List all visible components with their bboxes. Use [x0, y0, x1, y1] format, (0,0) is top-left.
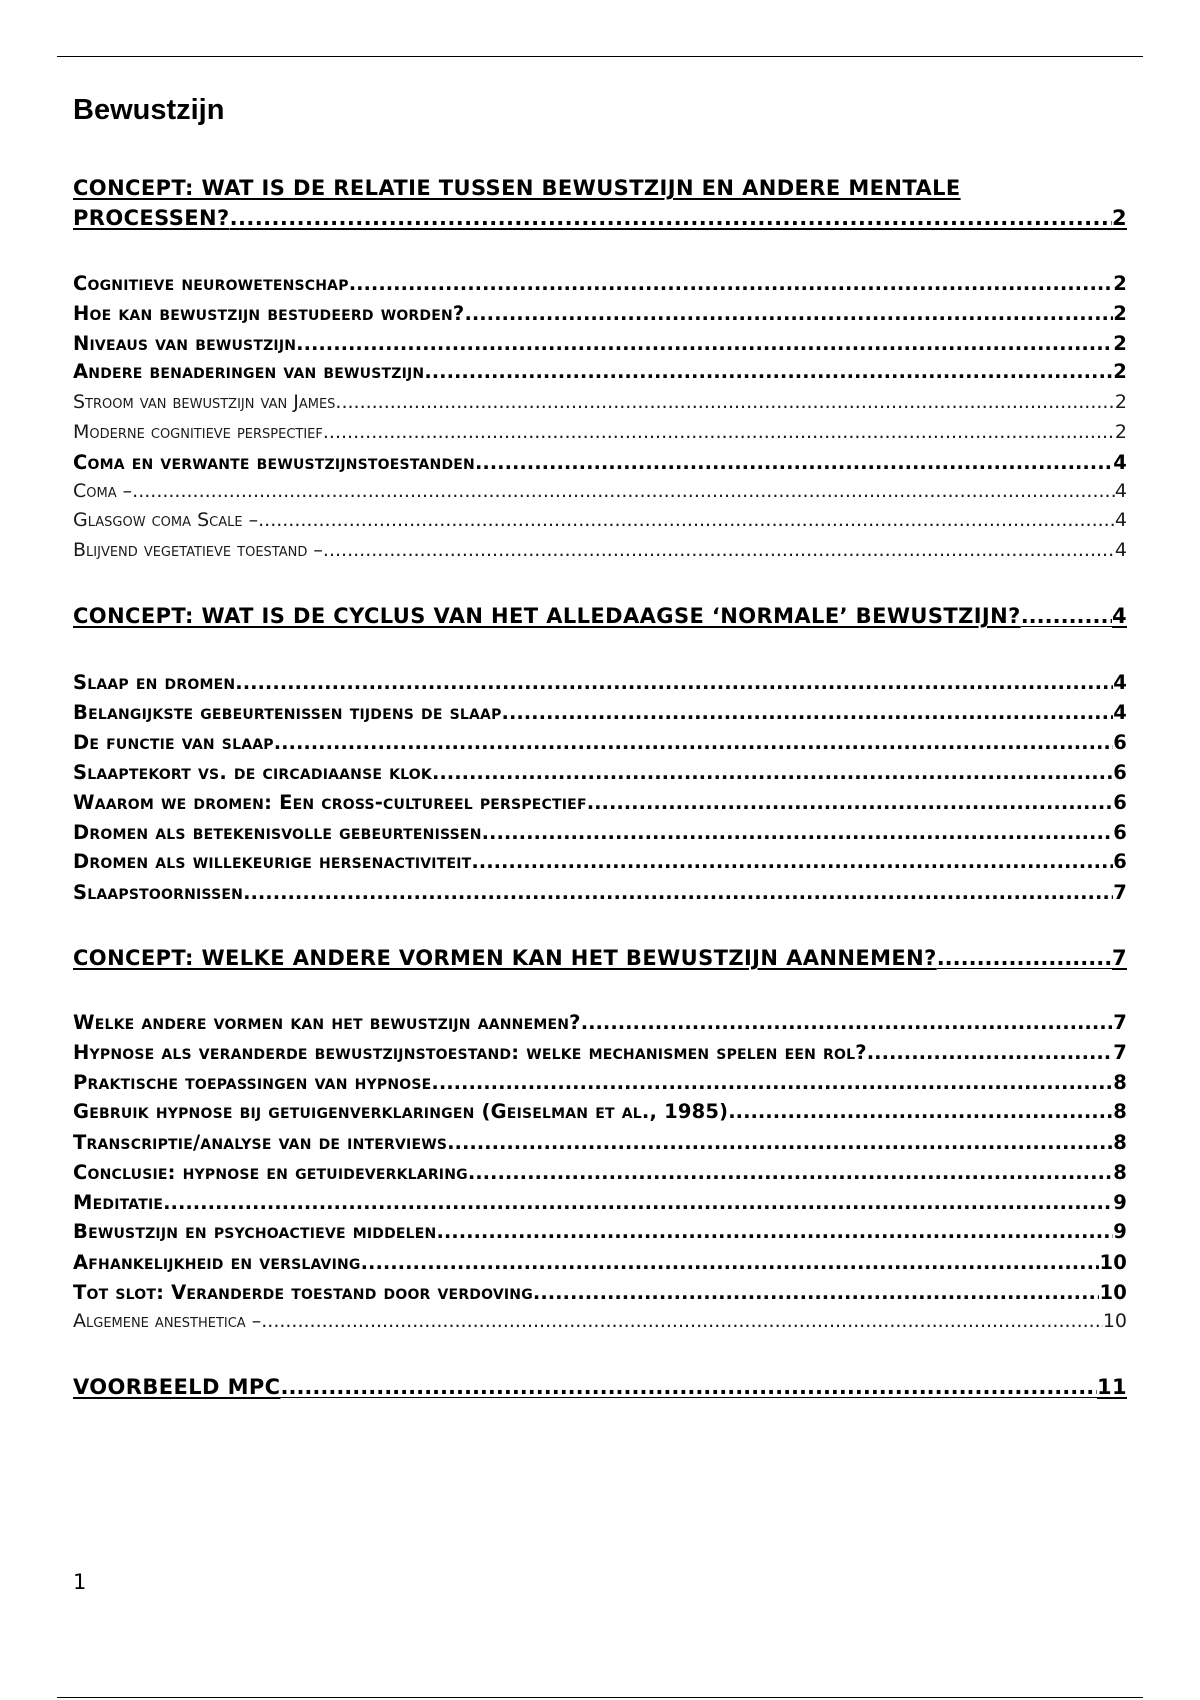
toc-entry-label: Moderne cognitieve perspectief	[73, 421, 323, 443]
dot-leader	[424, 362, 1113, 382]
toc-page-number: 4	[1111, 604, 1127, 628]
dot-leader	[436, 1222, 1113, 1242]
toc-entry-label: Stroom van bewustzijn van James	[73, 391, 336, 413]
document-title: Bewustzijn	[73, 94, 225, 126]
toc-entry-label: Slaaptekort vs. de circadiaanse klok	[73, 761, 432, 784]
toc-page-number: 4	[1114, 539, 1127, 561]
toc-entry-label: Transcriptie/analyse van de interviews	[73, 1131, 448, 1154]
toc-heading-line1: CONCEPT: WAT IS DE RELATIE TUSSEN BEWUSTZIJN EN ANDERE MENTALE	[73, 176, 961, 200]
toc-entry-label: Andere benaderingen van bewustzijn	[73, 360, 425, 383]
dot-leader	[533, 1283, 1100, 1303]
toc-page-number: 6	[1113, 761, 1127, 784]
table-of-contents	[73, 0, 1127, 1700]
toc-subentry[interactable]	[73, 541, 1127, 560]
dot-leader	[132, 482, 1115, 501]
toc-entry[interactable]	[73, 1133, 1127, 1153]
toc-page-number: 4	[1114, 480, 1127, 502]
dot-leader	[468, 1163, 1113, 1183]
toc-page-number: 2	[1114, 421, 1127, 443]
dot-leader	[1021, 606, 1112, 627]
toc-heading-section4[interactable]	[73, 1377, 1127, 1398]
toc-page-number: 2	[1113, 360, 1127, 383]
toc-entry-label: Slaap en dromen	[73, 671, 236, 694]
toc-page-number: 7	[1113, 1011, 1127, 1034]
toc-entry-label: Bewustzijn en psychoactieve middelen	[73, 1220, 437, 1243]
toc-subentry[interactable]	[73, 393, 1127, 412]
toc-entry-label: Dromen als willekeurige hersenactiviteit	[73, 850, 472, 873]
toc-entry-label: Blijvend vegetatieve toestand –	[73, 539, 323, 561]
toc-entry-label: Belangijkste gebeurtenissen tijdens de slaap	[73, 701, 502, 724]
dot-leader	[258, 511, 1115, 530]
toc-entry-label: Dromen als betekenisvolle gebeurtenissen	[73, 821, 482, 844]
toc-entry-label: Praktische toepassingen van hypnose	[73, 1071, 432, 1094]
toc-page-number: 10	[1102, 1310, 1127, 1332]
toc-entry[interactable]	[73, 1253, 1127, 1273]
toc-page-number: 6	[1113, 821, 1127, 844]
toc-subentry[interactable]	[73, 1312, 1127, 1331]
toc-entry-label: Conclusie: hypnose en getuideverklaring	[73, 1161, 468, 1184]
toc-subentry[interactable]	[73, 511, 1127, 530]
toc-heading-label: CONCEPT: WELKE ANDERE VORMEN KAN HET BEWUSTZIJN AANNEMEN?	[73, 946, 937, 970]
toc-entry-label: Tot slot: Veranderde toestand door verdoving	[73, 1281, 533, 1304]
dot-leader	[323, 423, 1115, 442]
toc-heading-label: VOORBEELD MPC	[73, 1375, 281, 1399]
toc-entry-label: Coma –	[73, 480, 133, 502]
dot-leader	[447, 1133, 1113, 1153]
dot-leader	[482, 823, 1114, 843]
dot-leader	[296, 334, 1113, 354]
toc-entry[interactable]	[73, 823, 1127, 843]
toc-page-number: 8	[1113, 1161, 1127, 1184]
toc-entry-label: Algemene anesthetica –	[73, 1310, 262, 1332]
toc-page-number: 10	[1099, 1281, 1127, 1304]
bottom-rule	[57, 1697, 1143, 1698]
dot-leader	[323, 541, 1115, 560]
toc-entry-label: Cognitieve neurowetenschap	[73, 272, 349, 295]
dot-leader	[335, 393, 1115, 412]
toc-entry-label: Slaapstoornissen	[73, 881, 244, 904]
toc-heading-section2[interactable]	[73, 606, 1127, 627]
dot-leader	[274, 733, 1113, 753]
toc-page-number: 11	[1096, 1375, 1127, 1399]
dot-leader	[163, 1193, 1113, 1213]
toc-entry[interactable]	[73, 793, 1127, 813]
toc-subentry[interactable]	[73, 482, 1127, 501]
toc-entry[interactable]	[73, 362, 1127, 382]
toc-entry[interactable]	[73, 274, 1127, 294]
dot-leader	[471, 852, 1113, 872]
toc-page-number: 9	[1113, 1220, 1127, 1243]
toc-page-number: 9	[1113, 1191, 1127, 1214]
dot-leader	[230, 203, 1112, 233]
toc-entry[interactable]	[73, 852, 1127, 872]
dot-leader	[235, 673, 1113, 693]
toc-heading-line2: PROCESSEN?	[73, 206, 230, 230]
toc-entry[interactable]	[73, 1163, 1127, 1183]
dot-leader	[581, 1013, 1114, 1033]
toc-entry[interactable]	[73, 453, 1127, 473]
toc-page-number: 7	[1111, 946, 1127, 970]
page-number: 1	[73, 1570, 87, 1594]
dot-leader	[867, 1043, 1113, 1063]
toc-entry[interactable]	[73, 1193, 1127, 1213]
dot-leader	[587, 793, 1114, 813]
dot-leader	[937, 948, 1112, 969]
toc-page-number: 2	[1111, 206, 1127, 230]
toc-entry[interactable]	[73, 883, 1127, 903]
toc-page-number: 10	[1099, 1251, 1127, 1274]
toc-entry-label: Niveaus van bewustzijn	[73, 332, 297, 355]
toc-entry-label: De functie van slaap	[73, 731, 274, 754]
dot-leader	[280, 1377, 1096, 1398]
dot-leader	[431, 1073, 1113, 1093]
toc-page-number: 4	[1113, 701, 1127, 724]
toc-page-number: 8	[1113, 1071, 1127, 1094]
dot-leader	[464, 304, 1113, 324]
toc-entry[interactable]	[73, 1013, 1127, 1033]
toc-entry[interactable]	[73, 673, 1127, 693]
dot-leader	[261, 1312, 1103, 1331]
toc-entry-label: Afhankelijkheid en verslaving	[73, 1251, 361, 1274]
toc-page-number: 4	[1113, 451, 1127, 474]
toc-heading-label: CONCEPT: WAT IS DE CYCLUS VAN HET ALLEDAAGSE ‘NORMALE’ BEWUSTZIJN?	[73, 604, 1021, 628]
toc-entry[interactable]	[73, 1043, 1127, 1063]
dot-leader	[475, 453, 1113, 473]
dot-leader	[243, 883, 1113, 903]
toc-entry-label: Welke andere vormen kan het bewustzijn aannemen?	[73, 1011, 581, 1034]
toc-entry[interactable]	[73, 733, 1127, 753]
toc-entry[interactable]	[73, 1102, 1127, 1122]
toc-page-number: 2	[1114, 391, 1127, 413]
toc-entry[interactable]	[73, 1073, 1127, 1093]
toc-page-number: 4	[1114, 509, 1127, 531]
dot-leader	[349, 274, 1114, 294]
toc-entry-label: Hoe kan bewustzijn bestudeerd worden?	[73, 302, 465, 325]
toc-page-number: 6	[1113, 731, 1127, 754]
toc-page-number: 7	[1113, 881, 1127, 904]
toc-heading-section1[interactable]	[73, 173, 1127, 233]
toc-entry[interactable]	[73, 763, 1127, 783]
toc-entry[interactable]	[73, 304, 1127, 324]
toc-entry[interactable]	[73, 1283, 1127, 1303]
dot-leader	[728, 1102, 1113, 1122]
toc-entry-label: Gebruik hypnose bij getuigenverklaringen (Geiselman et al., 1985)	[73, 1100, 729, 1123]
toc-subentry[interactable]	[73, 423, 1127, 442]
toc-page-number: 7	[1113, 1041, 1127, 1064]
toc-page-number: 6	[1113, 850, 1127, 873]
dot-leader	[432, 763, 1113, 783]
toc-page-number: 2	[1113, 302, 1127, 325]
toc-entry[interactable]	[73, 703, 1127, 723]
toc-entry-label: Waarom we dromen: Een cross-cultureel perspectief	[73, 791, 587, 814]
toc-page-number: 6	[1113, 791, 1127, 814]
toc-entry[interactable]	[73, 1222, 1127, 1242]
toc-page-number: 2	[1113, 332, 1127, 355]
dot-leader	[361, 1253, 1100, 1273]
toc-heading-section3[interactable]	[73, 948, 1127, 969]
toc-entry[interactable]	[73, 334, 1127, 354]
toc-page-number: 8	[1113, 1100, 1127, 1123]
dot-leader	[502, 703, 1114, 723]
toc-page-number: 8	[1113, 1131, 1127, 1154]
toc-entry-label: Glasgow coma Scale –	[73, 509, 259, 531]
toc-page-number: 2	[1113, 272, 1127, 295]
toc-entry-label: Coma en verwante bewustzijnstoestanden	[73, 451, 475, 474]
toc-page-number: 4	[1113, 671, 1127, 694]
toc-entry-label: Meditatie	[73, 1191, 164, 1214]
toc-entry-label: Hypnose als veranderde bewustzijnstoestand: welke mechanismen spelen een rol?	[73, 1041, 867, 1064]
